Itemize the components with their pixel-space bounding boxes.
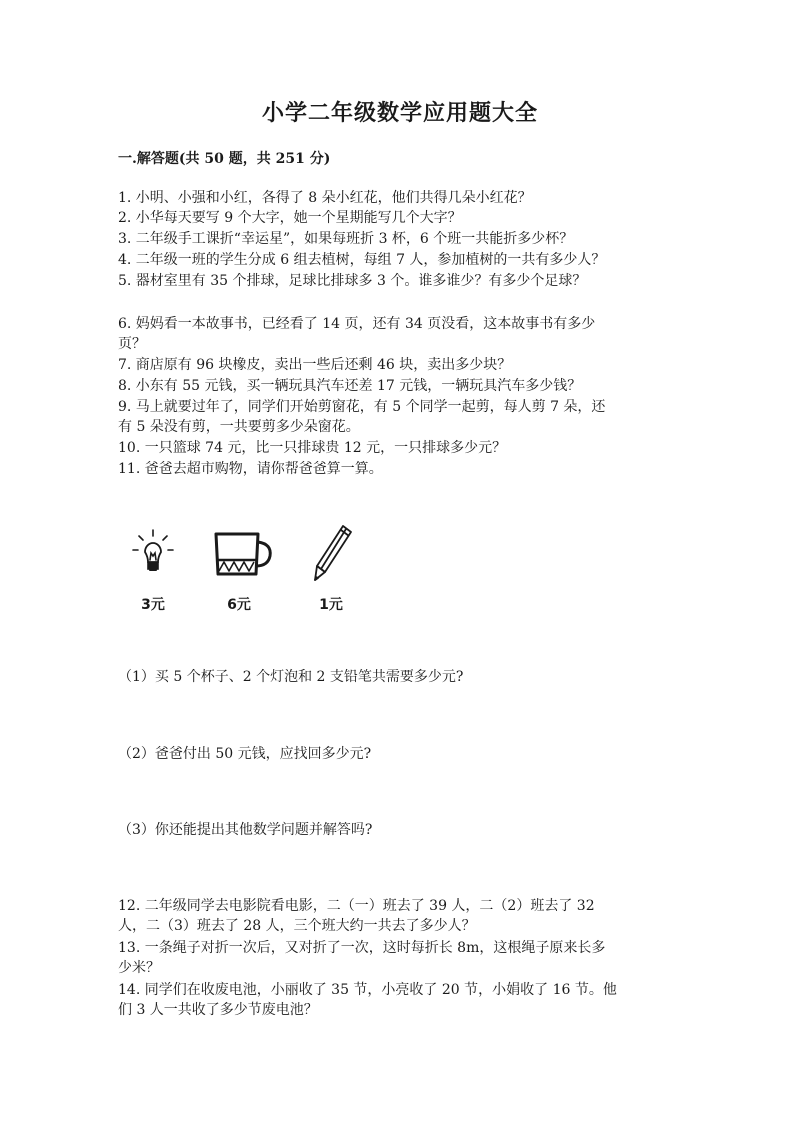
question-8: 8. 小东有 55 元钱，买一辆玩具汽车还差 17 元钱，一辆玩具汽车多少钱？ xyxy=(118,378,582,394)
sub-question-2: （2）爸爸付出 50 元钱，应找回多少元? xyxy=(118,746,372,762)
shop-item-bulb xyxy=(118,522,188,613)
question-2: 2. 小华每天要写 9 个大字，她一个星期能写几个大字？ xyxy=(118,210,462,226)
question-14-line-1: 14. 同学们在收废电池，小丽收了 35 节，小亮收了 20 节，小娟收了 16 节。他 xyxy=(118,982,617,998)
price-cup: 6元 xyxy=(227,597,251,613)
question-13-line-1: 13. 一条绳子对折一次后，又对折了一次，这时每折长 8m，这根绳子原来长多 xyxy=(118,940,606,956)
question-9-line-1: 9. 马上就要过年了，同学们开始剪窗花，有 5 个同学一起剪，每人剪 7 朵，还 xyxy=(118,399,606,415)
question-6-line-1: 6. 妈妈看一本故事书，已经看了 14 页，还有 34 页没看，这本故事书有多少 xyxy=(118,316,596,332)
shop-items xyxy=(118,522,378,622)
price-pencil: 1元 xyxy=(319,597,343,613)
pencil-icon xyxy=(301,522,361,584)
cup-icon xyxy=(204,522,276,584)
page-title: 小学二年级数学应用题大全 xyxy=(261,100,538,126)
question-13-line-2: 少米？ xyxy=(118,960,160,976)
question-1: 1. 小明、小强和小红，各得了 8 朵小红花，他们共得几朵小红花？ xyxy=(118,190,532,206)
section-heading: 一.解答题(共 50 题，共 251 分) xyxy=(118,151,331,167)
question-3: 3. 二年级手工课折“幸运星”，如果每班折 3 杯，6 个班一共能折多少杯？ xyxy=(118,231,574,247)
question-11: 11. 爸爸去超市购物，请你帮爸爸算一算。 xyxy=(118,461,383,477)
price-bulb: 3元 xyxy=(141,597,165,613)
question-4: 4. 二年级一班的学生分成 6 组去植树，每组 7 人，参加植树的一共有多少人？ xyxy=(118,252,606,268)
question-6-line-2: 页？ xyxy=(118,336,146,352)
question-12-line-1: 12. 二年级同学去电影院看电影，二（一）班去了 39 人，二（2）班去了 32 xyxy=(118,898,595,914)
sub-question-1: （1）买 5 个杯子、2 个灯泡和 2 支铅笔共需要多少元? xyxy=(118,669,464,685)
question-9-line-2: 有 5 朵没有剪，一共要剪多少朵窗花。 xyxy=(118,419,360,435)
sub-question-3: （3）你还能提出其他数学问题并解答吗? xyxy=(118,822,373,838)
shop-item-pencil xyxy=(296,522,366,613)
question-12-line-2: 人，二（3）班去了 28 人，三个班大约一共去了多少人？ xyxy=(118,918,476,934)
question-14-line-2: 们 3 人一共收了多少节废电池？ xyxy=(118,1002,318,1018)
light-bulb-icon xyxy=(123,522,183,584)
shop-item-cup xyxy=(204,522,274,613)
question-5: 5. 器材室里有 35 个排球，足球比排球多 3 个。谁多谁少？有多少个足球？ xyxy=(118,273,587,289)
question-7: 7. 商店原有 96 块橡皮，卖出一些后还剩 46 块，卖出多少块？ xyxy=(118,357,512,373)
question-10: 10. 一只篮球 74 元，比一只排球贵 12 元，一只排球多少元？ xyxy=(118,440,507,456)
